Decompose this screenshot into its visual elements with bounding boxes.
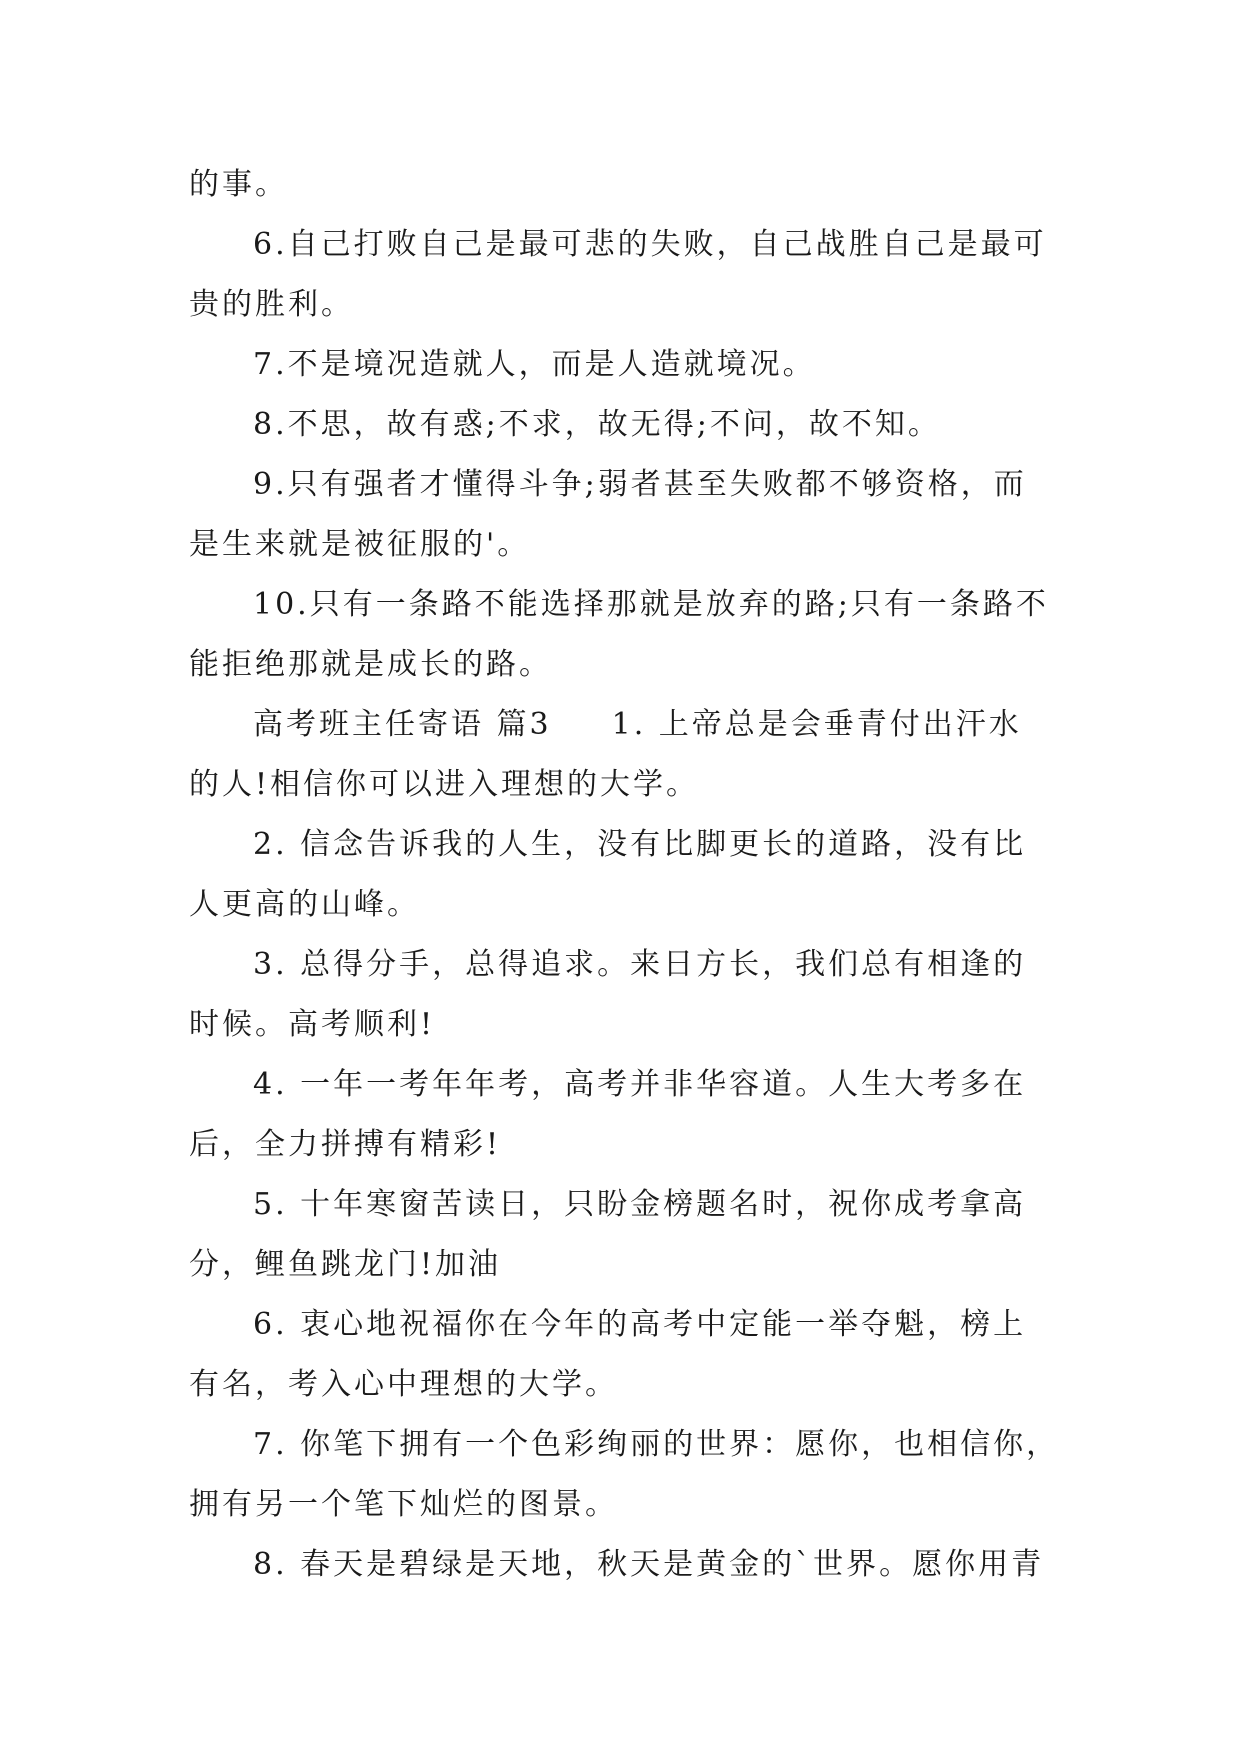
text-line: 6.自己打败自己是最可悲的失败，自己战胜自己是最可 [253,227,1047,262]
text-line: 后，全力拼搏有精彩! [189,1127,502,1162]
text-line: 的事。 [189,167,288,202]
text-line: 6. 衷心地祝福你在今年的高考中定能一举夺魁，榜上 [253,1307,1027,1342]
text-line: 8. 春天是碧绿是天地，秋天是黄金的`世界。愿你用青 [253,1547,1045,1582]
section-heading-line [189,695,1053,755]
text-line: 是生来就是被征服的'。 [189,527,531,562]
text-line: 贵的胜利。 [189,287,354,322]
text-line: 10.只有一条路不能选择那就是放弃的路;只有一条路不 [253,587,1049,622]
text-line: 5. 十年寒窗苦读日，只盼金榜题名时，祝你成考拿高 [253,1187,1027,1222]
text-line: 的人!相信你可以进入理想的大学。 [189,767,700,802]
text-line: 9.只有强者才懂得斗争;弱者甚至失败都不够资格，而 [253,467,1027,502]
text-line: 4. 一年一考年年考，高考并非华容道。人生大考多在 [253,1067,1027,1102]
text-line: 7. 你笔下拥有一个色彩绚丽的世界：愿你，也相信你， [253,1427,1060,1462]
section-first-item: 1. 上帝总是会垂青付出汗水 [611,707,1022,742]
text-line: 时候。高考顺利! [189,1007,436,1042]
text-line: 分，鲤鱼跳龙门!加油 [189,1247,502,1282]
text-line: 有名，考入心中理想的大学。 [189,1367,618,1402]
text-line: 8.不思，故有惑;不求，故无得;不问，故不知。 [253,407,941,442]
text-line: 3. 总得分手，总得追求。来日方长，我们总有相逢的 [253,947,1027,982]
text-line: 2. 信念告诉我的人生，没有比脚更长的道路，没有比 [253,827,1027,862]
text-line: 拥有另一个笔下灿烂的图景。 [189,1487,618,1522]
text-line: 7.不是境况造就人，而是人造就境况。 [253,347,816,382]
section-heading: 高考班主任寄语 篇3 [253,707,552,742]
text-line: 能拒绝那就是成长的路。 [189,647,552,682]
text-line: 人更高的山峰。 [189,887,420,922]
document-body [189,155,1060,1595]
